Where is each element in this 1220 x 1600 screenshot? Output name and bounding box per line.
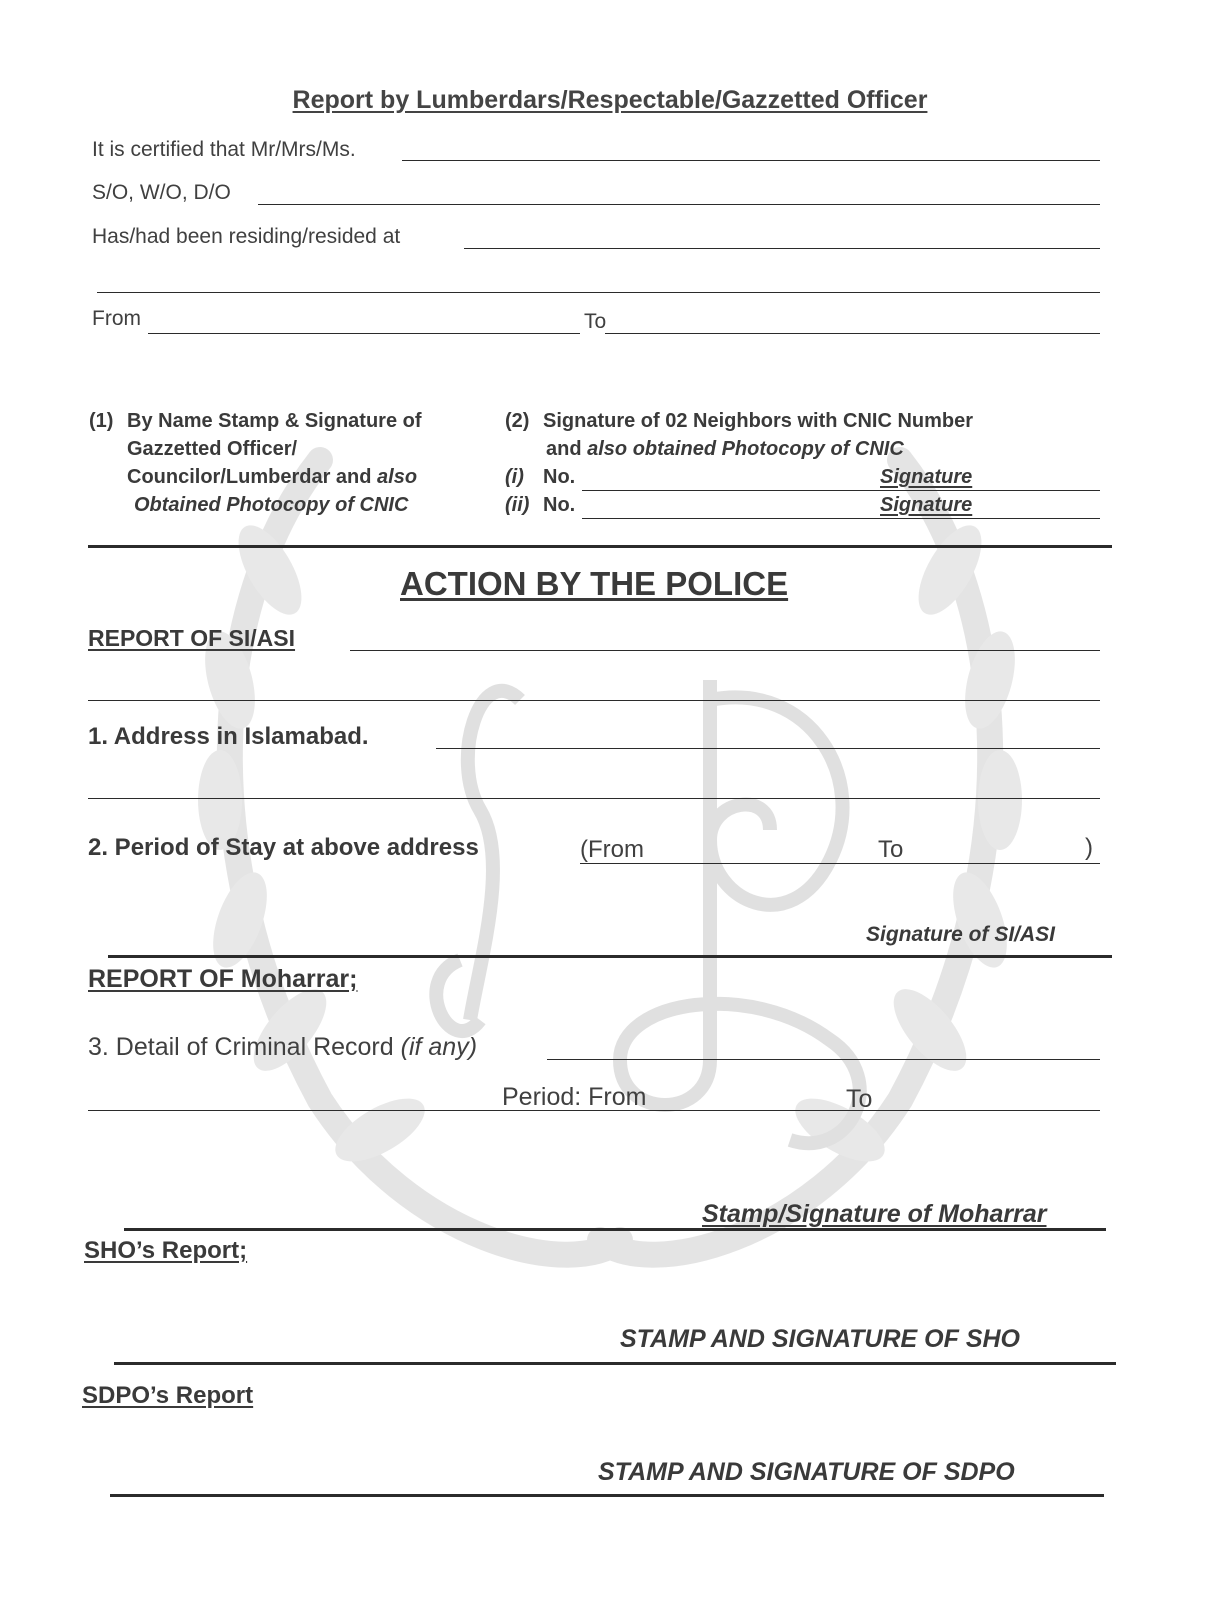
residing-address-field[interactable] bbox=[464, 248, 1100, 249]
residing-address-field-2[interactable] bbox=[97, 292, 1100, 293]
sdpo-signature-line[interactable] bbox=[110, 1494, 1104, 1497]
period-of-stay-close: ) bbox=[1085, 834, 1093, 861]
neighbor-2-no-label: No. bbox=[543, 494, 576, 516]
period-of-stay-from: (From bbox=[580, 836, 644, 863]
verification-1-line3: Councilor/Lumberdar and also bbox=[127, 466, 418, 488]
period-to-label: To bbox=[846, 1085, 873, 1113]
si-report-field-2[interactable] bbox=[88, 700, 1100, 701]
si-report-heading: REPORT OF SI/ASI bbox=[88, 625, 296, 651]
si-report-field[interactable] bbox=[350, 650, 1100, 651]
relation-label: S/O, W/O, D/O bbox=[92, 181, 231, 204]
sdpo-signature-label: STAMP AND SIGNATURE OF SDPO bbox=[598, 1458, 1015, 1486]
relation-name-field[interactable] bbox=[258, 204, 1100, 205]
verification-1-line1: By Name Stamp & Signature of bbox=[127, 410, 422, 432]
criminal-record-label: 3. Detail of Criminal Record (if any) bbox=[88, 1033, 478, 1061]
verification-2-line1: Signature of 02 Neighbors with CNIC Number bbox=[543, 410, 974, 432]
neighbor-2-cnic-field[interactable] bbox=[582, 518, 1100, 519]
sdpo-report-heading: SDPO’s Report bbox=[82, 1382, 254, 1409]
sho-report-heading: SHO’s Report; bbox=[84, 1237, 248, 1264]
address-islamabad-label: 1. Address in Islamabad. bbox=[88, 723, 369, 750]
form-title: Report by Lumberdars/Respectable/Gazzetted Officer bbox=[292, 86, 928, 114]
period-of-stay-label: 2. Period of Stay at above address bbox=[88, 834, 479, 861]
period-from-label: Period: From bbox=[502, 1083, 647, 1111]
section-divider bbox=[88, 545, 1112, 548]
verification-1-line2: Gazzetted Officer/ bbox=[127, 438, 298, 460]
si-signature-label: Signature of SI/ASI bbox=[866, 923, 1056, 946]
certified-label: It is certified that Mr/Mrs/Ms. bbox=[92, 138, 356, 161]
neighbor-1-label: (i) bbox=[505, 466, 524, 488]
period-of-stay-to: To bbox=[878, 836, 904, 863]
certified-name-field[interactable] bbox=[402, 160, 1100, 161]
verification-2-number: (2) bbox=[505, 410, 530, 432]
neighbor-1-no-label: No. bbox=[543, 466, 576, 488]
verification-1-line4: Obtained Photocopy of CNIC bbox=[134, 494, 409, 516]
moharrar-report-heading: REPORT OF Moharrar; bbox=[88, 965, 358, 993]
address-islamabad-field-2[interactable] bbox=[88, 798, 1100, 799]
verification-1-number: (1) bbox=[89, 410, 114, 432]
sho-signature-line[interactable] bbox=[114, 1362, 1116, 1365]
to-date-field[interactable] bbox=[605, 333, 1100, 334]
moharrar-signature-label: Stamp/Signature of Moharrar bbox=[702, 1200, 1047, 1228]
verification-2-line2: and also obtained Photocopy of CNIC bbox=[546, 438, 904, 460]
sho-signature-label: STAMP AND SIGNATURE OF SHO bbox=[620, 1325, 1020, 1353]
address-islamabad-field[interactable] bbox=[436, 748, 1100, 749]
period-field[interactable] bbox=[88, 1110, 1100, 1111]
criminal-record-field[interactable] bbox=[547, 1059, 1100, 1060]
si-signature-line[interactable] bbox=[108, 955, 1112, 958]
neighbor-2-label: (ii) bbox=[505, 494, 530, 516]
from-label: From bbox=[92, 307, 141, 330]
neighbor-2-signature-label: Signature bbox=[880, 494, 973, 516]
from-date-field[interactable] bbox=[148, 333, 580, 334]
period-of-stay-field[interactable] bbox=[580, 863, 1100, 864]
police-heading: ACTION BY THE POLICE bbox=[400, 565, 789, 602]
neighbor-1-cnic-field[interactable] bbox=[582, 490, 1100, 491]
neighbor-1-signature-label: Signature bbox=[880, 466, 973, 488]
to-label: To bbox=[584, 310, 607, 333]
residing-label: Has/had been residing/resided at bbox=[92, 225, 401, 248]
moharrar-signature-line[interactable] bbox=[124, 1228, 1106, 1231]
